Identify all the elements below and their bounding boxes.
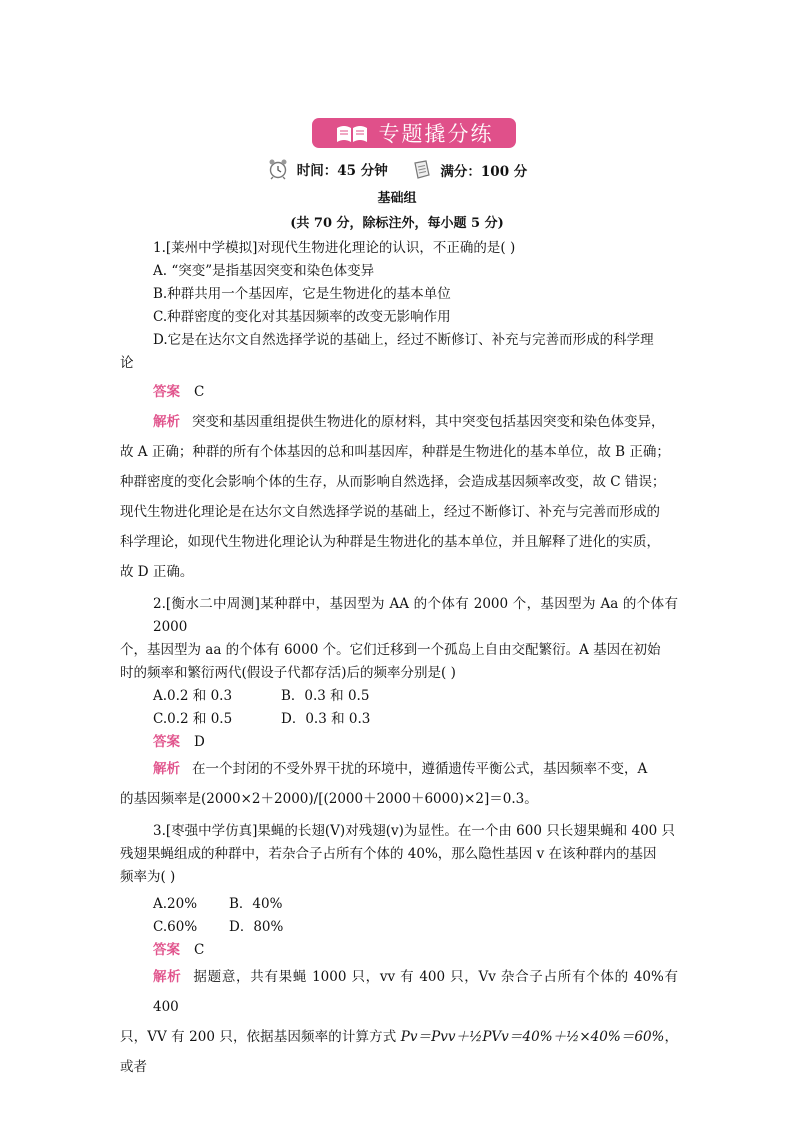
question-2-answer xyxy=(120,731,678,754)
question-3-stem xyxy=(120,820,678,889)
group-note: (共 70 分，除标注外，每小题 5 分) xyxy=(290,216,504,231)
answer-tag: 答案 xyxy=(153,384,180,400)
question-3-option-d: D．80% xyxy=(229,919,284,935)
analysis-line: 故 A 正确；种群的所有个体基因的总和叫基因库，种群是生物进化的基本单位，故 B 正确； xyxy=(120,444,670,460)
score-label: 满分：100 分 xyxy=(440,164,528,180)
frequency-formula: Pv＝Pvv＋½PVv＝40%＋½×40%＝60% xyxy=(400,1029,665,1045)
stem-line: 个，基因型为 aa 的个体有 6000 个。它们迁移到一个孤岛上自由交配繁衍。A 基因在初始 xyxy=(120,642,661,658)
analysis-tag: 解析 xyxy=(153,761,180,777)
question-1-option-a: A. “突变”是指基因突变和染色体变异 xyxy=(153,263,375,279)
question-2-option-c: C.0.2 和 0.5 xyxy=(153,711,233,727)
question-1-option-c: C.种群密度的变化对其基因频率的改变无影响作用 xyxy=(153,309,451,325)
analysis-line: 种群密度的变化会影响个体的生存，从而影响自然选择，会造成基因频率改变，故 C 错误； xyxy=(120,474,666,490)
analysis-line: 故 D 正确。 xyxy=(120,564,194,580)
time-label: 时间：45 分钟 xyxy=(296,163,388,179)
analysis-line: 科学理论，如现代生物进化理论认为种群是生物进化的基本单位，并且解释了进化的实质， xyxy=(120,534,660,550)
question-2-option-a: A.0.2 和 0.3 xyxy=(153,688,233,704)
analysis-line xyxy=(120,962,678,1022)
question-3-options-row-1 xyxy=(120,893,678,916)
stem-line: 残翅果蝇组成的种群中，若杂合子占所有个体的 40%，那么隐性基因 v 在该种群内的基因 xyxy=(120,846,657,862)
analysis-line xyxy=(120,1022,678,1082)
question-3-options-row-2 xyxy=(120,916,678,939)
analysis-tag: 解析 xyxy=(153,414,180,430)
score-item xyxy=(412,160,527,180)
stem-line: 2.[衡水二中周测]某种群中，基因型为 AA 的个体有 2000 个，基因型为 Aa 的个体有 2000 xyxy=(153,596,678,635)
stem-line: 时的频率和繁衍两代(假设子代都存活)后的频率分别是( ) xyxy=(120,665,456,681)
question-1-answer xyxy=(120,381,678,404)
answer-tag: 答案 xyxy=(153,734,180,750)
time-item xyxy=(267,158,388,180)
analysis-tag: 解析 xyxy=(153,969,182,985)
question-2-stem xyxy=(120,593,678,685)
banner-title: 专题撬分练 xyxy=(378,122,494,146)
analysis-text: ，或者 xyxy=(120,1029,679,1075)
analysis-line: 的基因频率是(2000×2＋2000)/[(2000＋2000＋6000)×2]＝0.3。 xyxy=(120,791,538,807)
analysis-line: 现代生物进化理论是在达尔文自然选择学说的基础上，经过不断修订、补充与完善而形成的 xyxy=(120,504,660,520)
question-1-option-b: B.种群共用一个基因库，它是生物进化的基本单位 xyxy=(153,286,451,302)
paper-icon xyxy=(412,160,432,180)
stem-line: 频率为( ) xyxy=(120,869,176,885)
alarm-clock-icon xyxy=(267,158,289,180)
question-3-option-b: B．40% xyxy=(229,896,283,912)
question-1-option-d: D.它是在达尔文自然选择学说的基础上，经过不断修订、补充与完善而形成的科学理 xyxy=(153,332,654,348)
question-2-option-b: B．0.3 和 0.5 xyxy=(281,688,370,704)
analysis-text: 在一个封闭的不受外界干扰的环境中，遵循遗传平衡公式，基因频率不变，A xyxy=(192,761,648,777)
group-title: 基础组 xyxy=(377,191,417,206)
answer-tag: 答案 xyxy=(153,942,180,958)
question-2-option-d: D．0.3 和 0.3 xyxy=(281,711,371,727)
open-book-icon xyxy=(335,122,369,144)
question-1-stem: 1.[莱州中学模拟]对现代生物进化理论的认识，不正确的是( ) xyxy=(153,240,516,256)
question-2-options-row-1 xyxy=(120,685,678,708)
analysis-text: 据题意，共有果蝇 1000 只，vv 有 400 只，Vv 杂合子占所有个体的 40%有 400 xyxy=(153,969,678,1015)
section-banner xyxy=(312,118,516,148)
answer-value: C xyxy=(194,942,205,958)
question-1-option-d-cont: 论 xyxy=(120,355,134,371)
question-2-analysis xyxy=(120,754,678,814)
analysis-line xyxy=(120,407,678,437)
question-3-analysis xyxy=(120,962,678,1082)
answer-value: D xyxy=(194,734,205,750)
answer-value: C xyxy=(194,384,205,400)
analysis-text: 突变和基因重组提供生物进化的原材料，其中突变包括基因突变和染色体变异， xyxy=(192,414,665,430)
question-3-option-c: C.60% xyxy=(153,919,198,935)
question-3-option-a: A.20% xyxy=(153,896,198,912)
question-2-options-row-2 xyxy=(120,708,678,731)
question-3-answer xyxy=(120,939,678,962)
question-1-analysis xyxy=(120,407,678,587)
stem-line: 3.[枣强中学仿真]果蝇的长翅(V)对残翅(v)为显性。在一个由 600 只长翅果蝇和 400 只 xyxy=(153,823,676,839)
question-content xyxy=(120,237,678,1082)
analysis-line xyxy=(120,754,678,784)
analysis-text: 只，VV 有 200 只，依据基因频率的计算方式 xyxy=(120,1029,397,1045)
exam-meta xyxy=(0,158,794,184)
